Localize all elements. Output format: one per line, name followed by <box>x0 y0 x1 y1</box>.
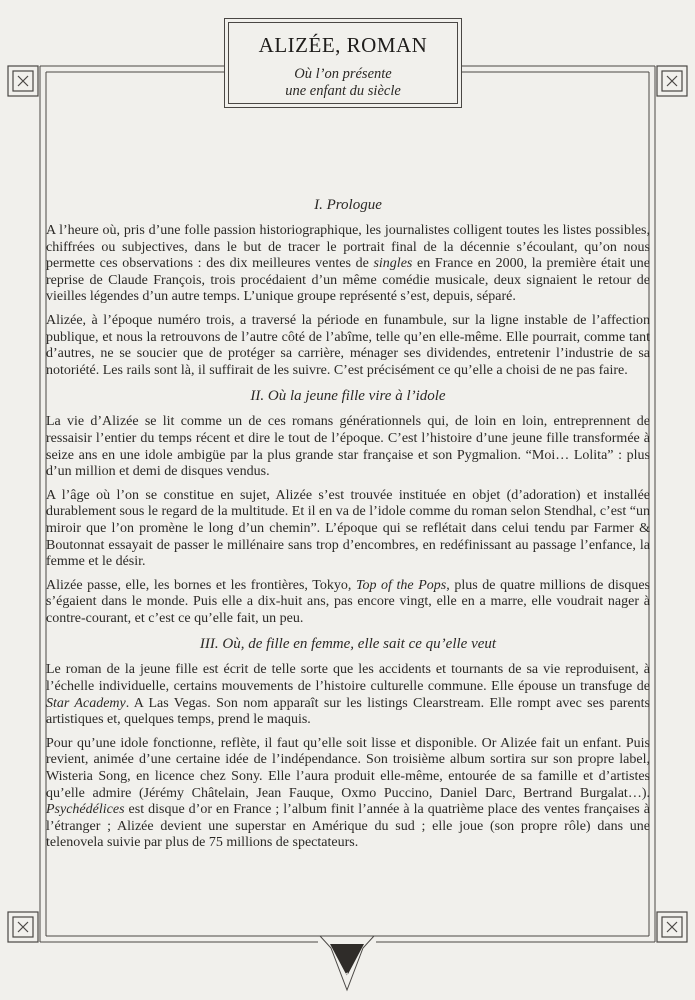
article-subtitle-line-2: une enfant du siècle <box>285 83 401 99</box>
paragraph: A l’heure où, pris d’une folle passion historiographique, les journalistes colligent toutes les listes possibles, chiffrées ou subjectives, dans le but de tracer le portrait final de la décennie s’écoulant, qu’on nous permette ces observations : des dix meilleures ventes de singles en France en 2000, la première était une reprise de Claude François, trois procédaient d’un même comédie musicale, deux signaient le retour de vieilles légendes d’un autre temps. L’unique groupe représenté s’est, depuis, séparé. <box>46 223 650 305</box>
article-title: ALIZÉE, ROMAN <box>258 33 428 57</box>
paragraph: Alizée, à l’époque numéro trois, a traversé la période en funambule, sur la ligne instable de l’affection publique, et nous la retrouvons de l’autre côté de l’abîme, telle qu’en elle-même. Elle pourrait, comme tant d’autres, ne se soucier que de protéger sa carrière, ménager ses dividendes, entretenir l’industrie de sa notoriété. Les rails sont là, il suffirait de les suivre. C’est précisément ce qu’elle a choisi de ne pas faire. <box>46 312 650 378</box>
section-idole <box>46 387 650 627</box>
paragraph: Le roman de la jeune fille est écrit de telle sorte que les accidents et tournants de sa vie reproduisent, à l’échelle individuelle, certains mouvements de l’histoire culturelle commune. Elle épouse un transfuge de Star Academy. A Las Vegas. Son nom apparaît sur les listings Clearstream. Elle rompt avec ses parents artistiques et, quelques temps, prend le maquis. <box>46 662 650 728</box>
section-heading: III. Où, de fille en femme, elle sait ce qu’elle veut <box>199 636 497 653</box>
paragraph: Pour qu’une idole fonctionne, reflète, il faut qu’elle soit lisse et disponible. Or Alizée fait un enfant. Puis revient, animée d’une certaine idée de l’indépendance. Son troisième album sortira sur son propre label, Wisteria Song, en licence chez Sony. Elle l’aura produit elle-même, entourée de sa famille et d’artistes qu’elle admire (Jérémy Châtelain, Jean Fauque, Oxmo Puccino, Daniel Darc, Bertrand Burgalat…). Psychédélices est disque d’or en France ; l’album finit l’année à la quatrième place des ventes françaises à l’étranger ; Alizée devient une superstar en Amérique du sud ; elle joue (son propre rôle) dans une telenovela suivie par plus de 75 millions de spectateurs. <box>46 735 650 851</box>
section-heading: II. Où la jeune fille vire à l’idole <box>250 388 446 405</box>
paragraph: La vie d’Alizée se lit comme un de ces romans générationnels qui, de loin en loin, entreprennent de ressaisir l’entier du temps récent et dire le tout de l’époque. C’est l’histoire d’une jeune fille transformée à seize ans en une idole ambigüe par la plus grande star française et son Pygmalion. “Moi… Lolita” : plus d’un million et demi de disques vendus. <box>46 414 650 480</box>
article-subtitle-line-1: Où l’on présente <box>294 66 392 82</box>
section-prologue <box>46 196 650 379</box>
page-number: 1 <box>343 969 351 984</box>
section-heading: I. Prologue <box>314 197 382 213</box>
title-box <box>228 22 458 104</box>
paragraph: A l’âge où l’on se constitue en sujet, Alizée s’est trouvée instituée en objet (d’adoration) et installée durablement sous le regard de la multitude. Et il en va de l’idole comme du roman selon Stendhal, c’est “un miroir que l’on promène le long d’un chemin”. L’époque qui se reflétait dans celui tendu par Farmer & Boutonnat essayait de passer le millénaire sans trop d’encombres, en redéfinissant au passage l’enfance, la femme et le désir. <box>46 487 650 570</box>
article-body <box>46 196 650 860</box>
section-femme <box>46 635 650 852</box>
paragraph: Alizée passe, elle, les bornes et les frontières, Tokyo, Top of the Pops, plus de quatre millions de disques s’égaient dans le monde. Puis elle a dix-huit ans, pas encore vingt, elle en a marre, elle voudrait nager à contre-courant, et c’est ce qu’elle fait, un peu. <box>46 577 650 626</box>
